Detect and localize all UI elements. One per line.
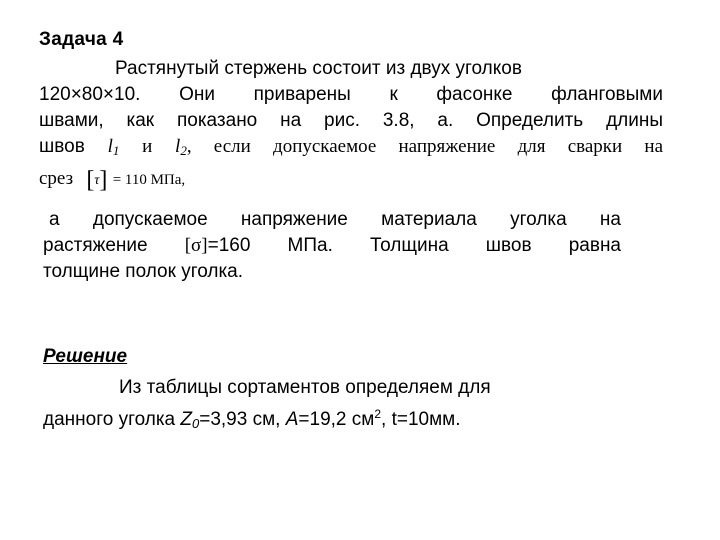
word-welds: швов [39,136,85,157]
statement-line-4-end: , если допускаемое напряжение для сварки на [186,136,664,157]
statement-line-4 [39,134,663,164]
task-statement [39,56,663,194]
area-value: A=19,2 $см^2$ [285,407,382,430]
tau-symbol: τ [94,173,100,188]
thickness-value: , t=10мм. [381,409,461,430]
word-shear: срез [39,168,74,189]
solution-heading: Решение [43,346,128,367]
statement-line-2: 120×80×10. Они приварены к фасонке фланговыми [39,84,663,105]
l2-symbol: $l_2$ [175,136,187,158]
continued-line-3: толщине полок уголка. [43,261,244,282]
l1-symbol: $l_1$ [107,136,120,158]
statement-line-5 [39,164,663,194]
task-title: Задача 4 [39,29,124,50]
sigma-symbol: [σ] [184,235,208,256]
z0-value: $Z_0=3,93$ см, [180,409,281,431]
statement-line-1: Растянутый стержень состоит из двух уголков [115,58,522,79]
continued-line-2 [43,233,621,259]
word-and: и [142,136,153,157]
solution-text [43,375,603,437]
word-tension: растяжение [43,235,148,256]
tau-formula: [τ] = 110 МПа, [86,167,186,193]
solution-line-2 [43,401,603,437]
continued-line-1: а допускаемое напряжение материала уголка на [49,209,621,230]
statement-line-3: швами, как показано на рис. 3.8, а. Определить длины [39,110,663,131]
task-statement-continued [43,207,621,285]
solution-line-1: Из таблицы сортаментов определяем для [119,377,491,398]
continued-line-2-end: =160 МПа. Толщина швов равна [207,235,621,256]
solution-line-2-prefix: данного уголка [43,409,176,430]
tau-value: = 110 МПа, [112,172,186,188]
